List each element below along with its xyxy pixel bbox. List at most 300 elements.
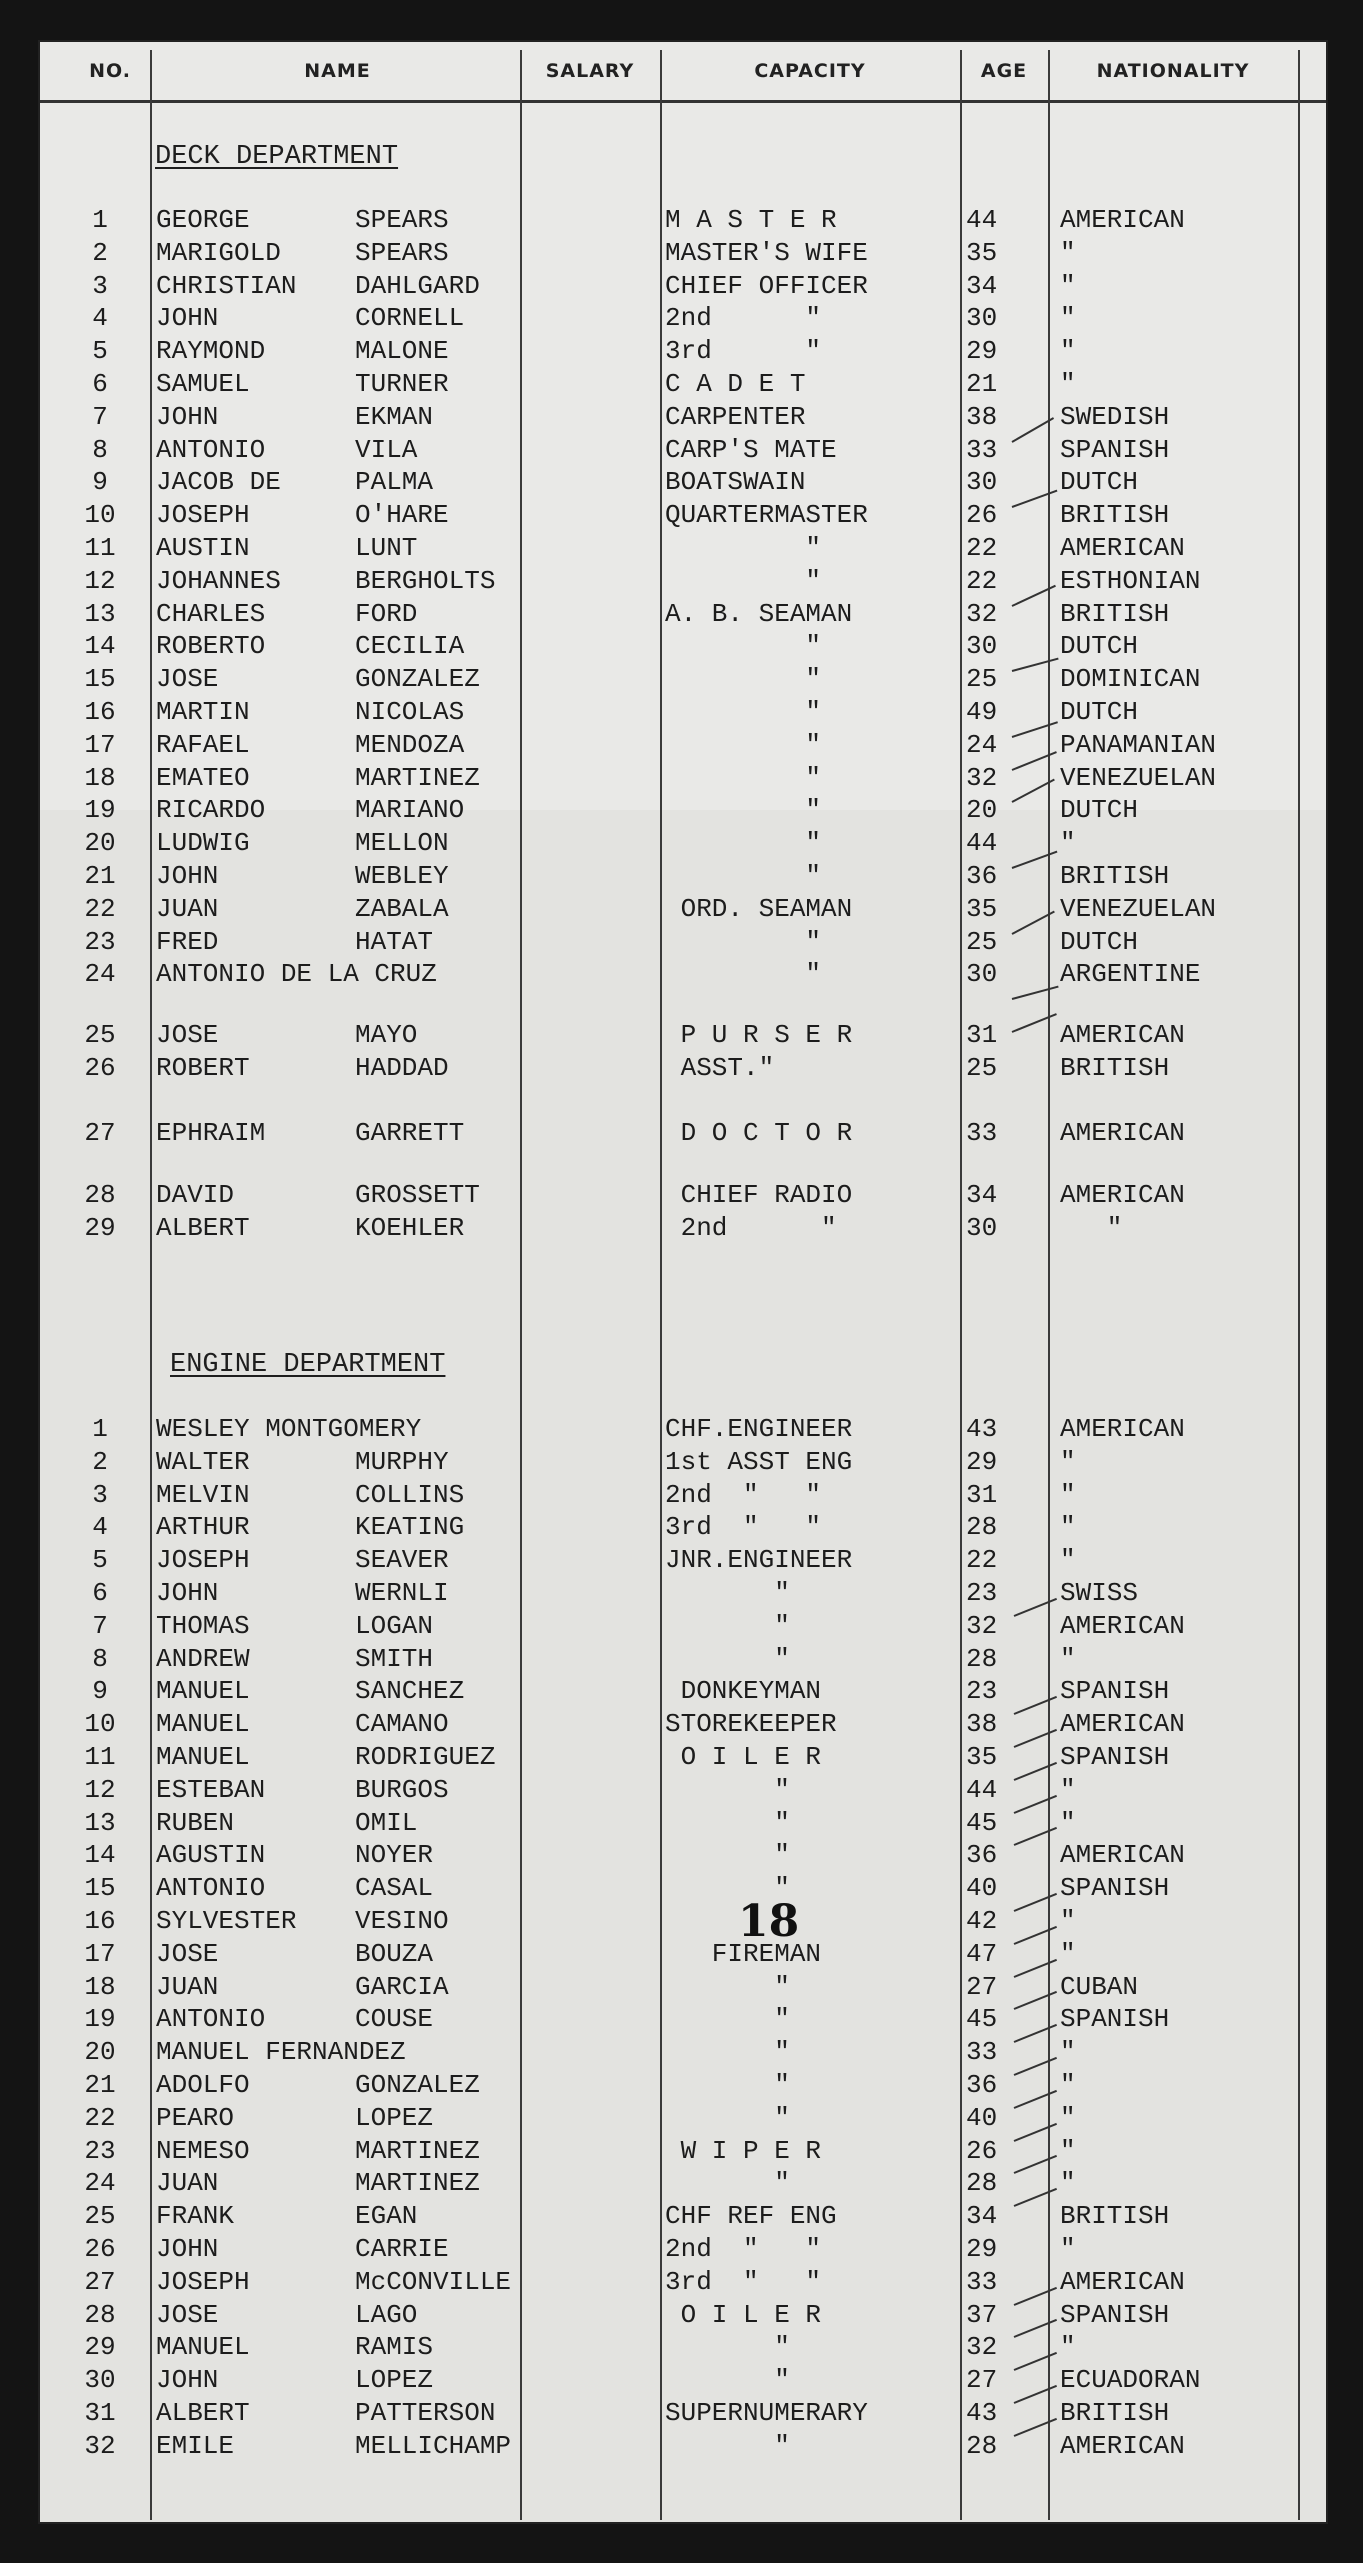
- crew-cap-cell: ": [665, 565, 822, 596]
- crew-last-cell: MAYO: [355, 1020, 418, 1050]
- crew-age-cell: 28: [966, 2430, 998, 2461]
- crew-first-cell: RAYMOND: [156, 336, 266, 367]
- crew-last-cell: MARTINEZ: [355, 762, 480, 793]
- crew-age-cell: 29: [966, 1446, 998, 1477]
- crew-nat-cell: AMERICAN: [1060, 205, 1185, 235]
- crew-first-cell: JOHN: [156, 303, 219, 334]
- crew-age-cell: 29: [966, 336, 998, 367]
- crew-age-cell: 36: [966, 2070, 998, 2100]
- crew-first-cell: LUDWIG: [156, 828, 250, 859]
- crew-cap-cell: 2nd " ": [665, 1479, 822, 1510]
- crew-cap-cell: CHIEF RADIO: [665, 1180, 853, 1210]
- crew-nat-cell: ": [1060, 237, 1076, 268]
- crew-age-cell: 31: [966, 1020, 998, 1050]
- crew-cap-cell: JNR.ENGINEER: [665, 1545, 853, 1576]
- crew-nat-cell: ": [1060, 1512, 1076, 1543]
- crew-no-cell: 20: [84, 828, 116, 859]
- crew-no-cell: 18: [84, 762, 116, 793]
- crew-first-cell: JUAN: [156, 893, 219, 924]
- crew-nat-cell: DUTCH: [1060, 795, 1139, 826]
- crew-nat-cell: ESTHONIAN: [1060, 565, 1201, 596]
- crew-age-cell: 28: [966, 1643, 998, 1674]
- column-divider: [150, 50, 152, 2520]
- crew-cap-cell: P U R S E R: [665, 1020, 853, 1050]
- crew-nat-cell: ": [1060, 2234, 1076, 2264]
- crew-first-cell: ANTONIO: [156, 1873, 266, 1904]
- crew-nat-cell: SPANISH: [1060, 2299, 1170, 2330]
- crew-age-cell: 44: [966, 1774, 998, 1805]
- crew-no-cell: 4: [92, 303, 108, 334]
- crew-age-cell: 47: [966, 1938, 998, 1969]
- crew-cap-cell: ": [665, 2102, 790, 2133]
- crew-nat-cell: ": [1060, 2168, 1076, 2199]
- crew-cap-cell: ": [665, 631, 822, 662]
- crew-last-cell: FORD: [355, 598, 418, 629]
- crew-first-cell: RAFAEL: [156, 729, 250, 760]
- crew-last-cell: VILA: [355, 434, 418, 465]
- crew-last-cell: KEATING: [355, 1512, 465, 1543]
- crew-last-cell: BERGHOLTS: [355, 565, 496, 596]
- crew-first-cell: GEORGE: [156, 205, 250, 235]
- crew-last-cell: WEBLEY: [355, 861, 449, 891]
- crew-age-cell: 27: [966, 1971, 998, 2002]
- crew-last-cell: SPEARS: [355, 205, 449, 235]
- crew-no-cell: 25: [84, 2201, 116, 2232]
- crew-age-cell: 33: [966, 434, 998, 465]
- crew-no-cell: 25: [84, 1020, 116, 1050]
- crew-last-cell: TURNER: [355, 369, 449, 399]
- crew-last-cell: SEAVER: [355, 1545, 449, 1576]
- crew-last-cell: PATTERSON: [355, 2398, 496, 2428]
- crew-first-cell: EPHRAIM: [156, 1118, 266, 1148]
- crew-no-cell: 24: [84, 2168, 116, 2199]
- crew-no-cell: 8: [92, 434, 108, 465]
- crew-first-cell: JOSEPH: [156, 500, 250, 531]
- crew-cap-cell: W I P E R: [665, 2135, 822, 2166]
- crew-first-cell: ARTHUR: [156, 1512, 250, 1543]
- crew-cap-cell: 2nd ": [665, 1212, 837, 1243]
- crew-nat-cell: ": [1060, 303, 1076, 334]
- crew-first-cell: JOSEPH: [156, 2266, 250, 2297]
- crew-first-cell: ANDREW: [156, 1643, 250, 1674]
- crew-first-cell: WALTER: [156, 1446, 250, 1477]
- crew-no-cell: 27: [84, 1118, 116, 1148]
- crew-cap-cell: C A D E T: [665, 369, 806, 399]
- crew-first-cell: MANUEL: [156, 2332, 250, 2363]
- crew-nat-cell: AMERICAN: [1060, 1020, 1185, 1050]
- crew-first-cell: MANUEL: [156, 1676, 250, 1707]
- crew-cap-cell: 1st ASST ENG: [665, 1446, 853, 1477]
- crew-age-cell: 30: [966, 631, 998, 662]
- crew-cap-cell: 3rd " ": [665, 2266, 822, 2297]
- crew-first-cell: JOHN: [156, 861, 219, 891]
- crew-last-cell: CASAL: [355, 1873, 434, 1904]
- crew-first-cell: ROBERTO: [156, 631, 266, 662]
- crew-nat-cell: VENEZUELAN: [1060, 762, 1217, 793]
- crew-no-cell: 14: [84, 1840, 116, 1871]
- crew-nat-cell: BRITISH: [1060, 2201, 1170, 2232]
- crew-age-cell: 25: [966, 664, 998, 695]
- crew-no-cell: 23: [84, 926, 116, 957]
- crew-first-cell: JOSE: [156, 1938, 219, 1969]
- crew-first-cell: FRANK: [156, 2201, 235, 2232]
- crew-last-cell: RODRIGUEZ: [355, 1742, 496, 1772]
- crew-no-cell: 18: [84, 1971, 116, 2002]
- crew-nat-cell: BRITISH: [1060, 2398, 1170, 2428]
- crew-no-cell: 30: [84, 2365, 116, 2396]
- crew-first-cell: SYLVESTER: [156, 1906, 297, 1936]
- crew-cap-cell: 2nd " ": [665, 2234, 822, 2264]
- crew-last-cell: DAHLGARD: [355, 270, 480, 301]
- crew-age-cell: 33: [966, 2266, 998, 2297]
- crew-no-cell: 6: [92, 1578, 108, 1608]
- crew-cap-cell: ": [665, 861, 822, 891]
- crew-first-cell: JOHN: [156, 401, 219, 432]
- crew-age-cell: 25: [966, 926, 998, 957]
- crew-last-cell: SPEARS: [355, 237, 449, 268]
- crew-no-cell: 7: [92, 1610, 108, 1641]
- crew-no-cell: 11: [84, 533, 116, 563]
- crew-no-cell: 7: [92, 401, 108, 432]
- crew-age-cell: 32: [966, 1610, 998, 1641]
- crew-first-cell: MANUEL: [156, 1742, 250, 1772]
- crew-no-cell: 31: [84, 2398, 116, 2428]
- crew-age-cell: 36: [966, 861, 998, 891]
- crew-no-cell: 3: [92, 1479, 108, 1510]
- crew-first-cell: MANUEL: [156, 1709, 250, 1740]
- page-number-stamp: 18: [738, 1896, 800, 1947]
- crew-cap-cell: ": [665, 697, 822, 727]
- crew-cap-cell: A. B. SEAMAN: [665, 598, 853, 629]
- crew-first-cell: JUAN: [156, 1971, 219, 2002]
- crew-last-cell: LOPEZ: [355, 2365, 434, 2396]
- crew-nat-cell: AMERICAN: [1060, 2266, 1185, 2297]
- crew-age-cell: 34: [966, 2201, 998, 2232]
- crew-cap-cell: ": [665, 1807, 790, 1838]
- crew-nat-cell: DUTCH: [1060, 467, 1139, 498]
- header-age: AGE: [980, 60, 1028, 82]
- crew-first-cell: ANTONIO: [156, 2004, 266, 2035]
- header-no: NO.: [89, 60, 131, 82]
- crew-nat-cell: PANAMANIAN: [1060, 729, 1217, 760]
- crew-first-cell: RICARDO: [156, 795, 266, 826]
- crew-age-cell: 35: [966, 893, 998, 924]
- crew-age-cell: 33: [966, 2037, 998, 2068]
- crew-age-cell: 28: [966, 1512, 998, 1543]
- crew-first-cell: WESLEY MONTGOMERY: [156, 1414, 422, 1444]
- crew-age-cell: 27: [966, 2365, 998, 2396]
- crew-first-cell: JOSE: [156, 2299, 219, 2330]
- crew-last-cell: HATAT: [355, 926, 434, 957]
- crew-last-cell: EGAN: [355, 2201, 418, 2232]
- crew-nat-cell: ": [1060, 369, 1076, 399]
- crew-no-cell: 11: [84, 1742, 116, 1772]
- crew-cap-cell: MASTER'S WIFE: [665, 237, 868, 268]
- crew-last-cell: COUSE: [355, 2004, 434, 2035]
- crew-no-cell: 22: [84, 2102, 116, 2133]
- crew-age-cell: 43: [966, 2398, 998, 2428]
- crew-cap-cell: ": [665, 2365, 790, 2396]
- crew-first-cell: THOMAS: [156, 1610, 250, 1641]
- crew-no-cell: 22: [84, 893, 116, 924]
- crew-age-cell: 40: [966, 1873, 998, 1904]
- crew-age-cell: 22: [966, 565, 998, 596]
- crew-cap-cell: SUPERNUMERARY: [665, 2398, 868, 2428]
- crew-nat-cell: ARGENTINE: [1060, 959, 1201, 990]
- crew-cap-cell: D O C T O R: [665, 1118, 853, 1148]
- crew-no-cell: 23: [84, 2135, 116, 2166]
- crew-first-cell: ALBERT: [156, 2398, 250, 2428]
- crew-no-cell: 5: [92, 1545, 108, 1576]
- crew-last-cell: CORNELL: [355, 303, 465, 334]
- crew-first-cell: CHRISTIAN: [156, 270, 297, 301]
- crew-age-cell: 49: [966, 697, 998, 727]
- crew-last-cell: LAGO: [355, 2299, 418, 2330]
- crew-last-cell: NICOLAS: [355, 697, 465, 727]
- crew-age-cell: 35: [966, 1742, 998, 1772]
- crew-nat-cell: BRITISH: [1060, 500, 1170, 531]
- crew-no-cell: 16: [84, 697, 116, 727]
- crew-cap-cell: 2nd ": [665, 303, 822, 334]
- crew-no-cell: 3: [92, 270, 108, 301]
- crew-age-cell: 32: [966, 598, 998, 629]
- crew-nat-cell: ": [1060, 828, 1076, 859]
- crew-no-cell: 16: [84, 1906, 116, 1936]
- crew-nat-cell: CUBAN: [1060, 1971, 1139, 2002]
- crew-cap-cell: O I L E R: [665, 2299, 822, 2330]
- crew-age-cell: 37: [966, 2299, 998, 2330]
- crew-last-cell: MALONE: [355, 336, 449, 367]
- crew-nat-cell: BRITISH: [1060, 598, 1170, 629]
- crew-last-cell: PALMA: [355, 467, 434, 498]
- crew-nat-cell: BRITISH: [1060, 1052, 1170, 1083]
- engine-department-title: ENGINE DEPARTMENT: [170, 1350, 446, 1380]
- crew-no-cell: 10: [84, 500, 116, 531]
- crew-last-cell: MARIANO: [355, 795, 465, 826]
- crew-first-cell: JOHN: [156, 2234, 219, 2264]
- crew-last-cell: GARCIA: [355, 1971, 449, 2002]
- crew-cap-cell: ": [665, 959, 822, 990]
- crew-first-cell: JUAN: [156, 2168, 219, 2199]
- crew-age-cell: 23: [966, 1578, 998, 1608]
- crew-cap-cell: CHF.ENGINEER: [665, 1414, 853, 1444]
- crew-nat-cell: ": [1060, 2102, 1076, 2133]
- crew-no-cell: 24: [84, 959, 116, 990]
- crew-last-cell: HADDAD: [355, 1052, 449, 1083]
- crew-no-cell: 19: [84, 795, 116, 826]
- crew-age-cell: 30: [966, 303, 998, 334]
- crew-last-cell: CAMANO: [355, 1709, 449, 1740]
- crew-cap-cell: ": [665, 1610, 790, 1641]
- crew-nat-cell: ECUADORAN: [1060, 2365, 1201, 2396]
- crew-last-cell: COLLINS: [355, 1479, 465, 1510]
- crew-nat-cell: ": [1060, 2070, 1076, 2100]
- crew-last-cell: GONZALEZ: [355, 664, 480, 695]
- crew-last-cell: WERNLI: [355, 1578, 449, 1608]
- crew-last-cell: BURGOS: [355, 1774, 449, 1805]
- crew-cap-cell: ": [665, 1578, 790, 1608]
- crew-age-cell: 22: [966, 533, 998, 563]
- crew-age-cell: 30: [966, 467, 998, 498]
- crew-cap-cell: ": [665, 1840, 790, 1871]
- crew-no-cell: 14: [84, 631, 116, 662]
- crew-age-cell: 21: [966, 369, 998, 399]
- crew-nat-cell: ": [1060, 2332, 1076, 2363]
- crew-nat-cell: SWISS: [1060, 1578, 1139, 1608]
- crew-cap-cell: ": [665, 2037, 790, 2068]
- crew-last-cell: MARTINEZ: [355, 2135, 480, 2166]
- crew-cap-cell: ": [665, 729, 822, 760]
- crew-cap-cell: ": [665, 664, 822, 695]
- crew-last-cell: NOYER: [355, 1840, 434, 1871]
- crew-no-cell: 12: [84, 565, 116, 596]
- crew-nat-cell: DOMINICAN: [1060, 664, 1201, 695]
- crew-cap-cell: 3rd " ": [665, 1512, 822, 1543]
- crew-nat-cell: SPANISH: [1060, 434, 1170, 465]
- crew-no-cell: 2: [92, 237, 108, 268]
- crew-no-cell: 1: [92, 205, 108, 235]
- crew-first-cell: RUBEN: [156, 1807, 235, 1838]
- crew-nat-cell: AMERICAN: [1060, 1180, 1185, 1210]
- crew-last-cell: McCONVILLE: [355, 2266, 512, 2297]
- crew-age-cell: 34: [966, 1180, 998, 1210]
- crew-last-cell: OMIL: [355, 1807, 418, 1838]
- crew-last-cell: CARRIE: [355, 2234, 449, 2264]
- crew-first-cell: AUSTIN: [156, 533, 250, 563]
- crew-nat-cell: ": [1060, 1479, 1076, 1510]
- crew-no-cell: 19: [84, 2004, 116, 2035]
- crew-first-cell: MANUEL FERNANDEZ: [156, 2037, 406, 2068]
- crew-last-cell: KOEHLER: [355, 1212, 465, 1243]
- crew-nat-cell: AMERICAN: [1060, 2430, 1185, 2461]
- crew-no-cell: 15: [84, 1873, 116, 1904]
- crew-nat-cell: AMERICAN: [1060, 533, 1185, 563]
- crew-nat-cell: ": [1060, 1545, 1076, 1576]
- crew-cap-cell: ": [665, 2168, 790, 2199]
- crew-first-cell: ANTONIO DE LA CRUZ: [156, 959, 437, 990]
- crew-nat-cell: ": [1060, 270, 1076, 301]
- crew-nat-cell: ": [1060, 2135, 1076, 2166]
- crew-age-cell: 43: [966, 1414, 998, 1444]
- crew-cap-cell: CHF REF ENG: [665, 2201, 837, 2232]
- crew-first-cell: ROBERT: [156, 1052, 250, 1083]
- crew-nat-cell: DUTCH: [1060, 926, 1139, 957]
- crew-no-cell: 8: [92, 1643, 108, 1674]
- crew-cap-cell: ": [665, 2430, 790, 2461]
- crew-first-cell: JOHANNES: [156, 565, 281, 596]
- crew-age-cell: 26: [966, 500, 998, 531]
- crew-age-cell: 42: [966, 1906, 998, 1936]
- crew-cap-cell: ": [665, 2332, 790, 2363]
- crew-first-cell: JOSEPH: [156, 1545, 250, 1576]
- crew-age-cell: 22: [966, 1545, 998, 1576]
- crew-nat-cell: SPANISH: [1060, 2004, 1170, 2035]
- crew-age-cell: 32: [966, 2332, 998, 2363]
- crew-no-cell: 28: [84, 1180, 116, 1210]
- crew-no-cell: 29: [84, 1212, 116, 1243]
- crew-cap-cell: STOREKEEPER: [665, 1709, 837, 1740]
- crew-age-cell: 33: [966, 1118, 998, 1148]
- crew-cap-cell: ": [665, 2070, 790, 2100]
- crew-first-cell: ALBERT: [156, 1212, 250, 1243]
- crew-cap-cell: FIREMAN: [665, 1938, 822, 1969]
- column-divider: [960, 50, 962, 2520]
- crew-no-cell: 17: [84, 1938, 116, 1969]
- crew-first-cell: FRED: [156, 926, 219, 957]
- crew-no-cell: 26: [84, 2234, 116, 2264]
- column-divider: [660, 50, 662, 2520]
- crew-age-cell: 28: [966, 2168, 998, 2199]
- crew-age-cell: 30: [966, 1212, 998, 1243]
- crew-no-cell: 12: [84, 1774, 116, 1805]
- crew-nat-cell: VENEZUELAN: [1060, 893, 1217, 924]
- crew-age-cell: 29: [966, 2234, 998, 2264]
- crew-no-cell: 28: [84, 2299, 116, 2330]
- crew-nat-cell: AMERICAN: [1060, 1414, 1185, 1444]
- crew-last-cell: BOUZA: [355, 1938, 434, 1969]
- crew-cap-cell: ": [665, 795, 822, 826]
- crew-no-cell: 9: [92, 467, 108, 498]
- crew-no-cell: 9: [92, 1676, 108, 1707]
- crew-cap-cell: CHIEF OFFICER: [665, 270, 868, 301]
- crew-nat-cell: SPANISH: [1060, 1742, 1170, 1772]
- crew-nat-cell: ": [1060, 1446, 1076, 1477]
- crew-no-cell: 6: [92, 369, 108, 399]
- crew-first-cell: CHARLES: [156, 598, 266, 629]
- crew-last-cell: MURPHY: [355, 1446, 449, 1477]
- crew-cap-cell: CARP'S MATE: [665, 434, 837, 465]
- crew-no-cell: 17: [84, 729, 116, 760]
- crew-cap-cell: ORD. SEAMAN: [665, 893, 853, 924]
- crew-first-cell: ANTONIO: [156, 434, 266, 465]
- crew-first-cell: NEMESO: [156, 2135, 250, 2166]
- crew-first-cell: JACOB DE: [156, 467, 281, 498]
- crew-last-cell: SANCHEZ: [355, 1676, 465, 1707]
- crew-nat-cell: SPANISH: [1060, 1676, 1170, 1707]
- crew-age-cell: 26: [966, 2135, 998, 2166]
- crew-first-cell: MELVIN: [156, 1479, 250, 1510]
- crew-nat-cell: ": [1060, 1906, 1076, 1936]
- crew-age-cell: 38: [966, 1709, 998, 1740]
- crew-cap-cell: M A S T E R: [665, 205, 837, 235]
- crew-no-cell: 27: [84, 2266, 116, 2297]
- crew-nat-cell: ": [1060, 1938, 1076, 1969]
- crew-age-cell: 23: [966, 1676, 998, 1707]
- crew-age-cell: 25: [966, 1052, 998, 1083]
- crew-last-cell: GARRETT: [355, 1118, 465, 1148]
- crew-first-cell: DAVID: [156, 1180, 235, 1210]
- crew-nat-cell: ": [1060, 336, 1076, 367]
- crew-age-cell: 45: [966, 2004, 998, 2035]
- crew-age-cell: 40: [966, 2102, 998, 2133]
- crew-nat-cell: ": [1060, 1807, 1076, 1838]
- crew-age-cell: 45: [966, 1807, 998, 1838]
- crew-no-cell: 1: [92, 1414, 108, 1444]
- crew-no-cell: 4: [92, 1512, 108, 1543]
- crew-no-cell: 21: [84, 861, 116, 891]
- crew-no-cell: 13: [84, 598, 116, 629]
- crew-cap-cell: ": [665, 828, 822, 859]
- crew-age-cell: 24: [966, 729, 998, 760]
- crew-nat-cell: AMERICAN: [1060, 1840, 1185, 1871]
- crew-age-cell: 31: [966, 1479, 998, 1510]
- crew-no-cell: 13: [84, 1807, 116, 1838]
- crew-nat-cell: SWEDISH: [1060, 401, 1170, 432]
- crew-last-cell: RAMIS: [355, 2332, 434, 2363]
- crew-last-cell: CECILIA: [355, 631, 465, 662]
- crew-nat-cell: DUTCH: [1060, 697, 1139, 727]
- crew-nat-cell: ": [1060, 1643, 1076, 1674]
